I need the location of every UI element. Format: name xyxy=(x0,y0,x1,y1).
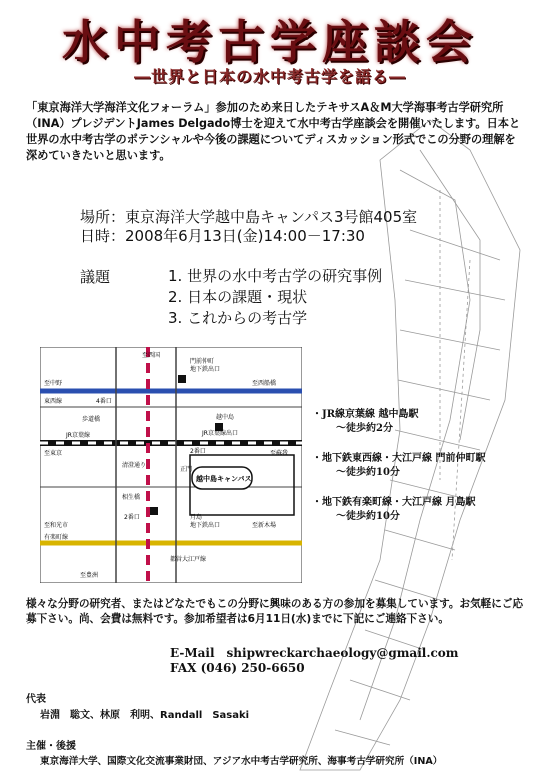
map-label: 至新木場 xyxy=(252,522,277,529)
campus-label: 越中島キャンパス xyxy=(196,475,252,483)
map-label: 相生橋 xyxy=(122,494,141,501)
map-label: 東西線 xyxy=(44,398,63,405)
map-label: 2番口 xyxy=(124,514,140,521)
recruitment-paragraph: 様々な分野の研究者、またはどなたでもこの分野に興味のある方の参加を募集しています。お気軽にご応募下さい。尚、会費は無料です。参加希望者は6月11日(水)までに下記にご連絡下さい。 xyxy=(26,598,524,625)
datetime-text: 日時：2008年6月13日(金)14:00－17:30 xyxy=(80,227,365,245)
map-label: 至西国 xyxy=(142,352,161,359)
organizers-names: 東京海洋大学、国際文化交流事業財団、アジア水中考古学研究所、海事考古学研究所（INA） xyxy=(40,756,443,767)
page-subtitle: ―世界と日本の水中考古学を語る― xyxy=(133,67,406,86)
agenda-label: 議題 xyxy=(80,268,111,286)
map-label: 4番口 xyxy=(96,398,112,405)
map-label: 月島 xyxy=(190,514,203,521)
map-label: 2番口 xyxy=(190,448,206,455)
access-route xyxy=(312,452,532,480)
map-label: 至豊洲 xyxy=(80,572,99,579)
representatives-names: 岩淵 聡文、林原 利明、Randall Sasaki xyxy=(40,710,250,721)
access-line: ・地下鉄有楽町線・大江戸線 月島駅 xyxy=(312,497,476,508)
map-label: 清澄通り xyxy=(122,462,147,469)
contact-fax: FAX (046) 250-6650 xyxy=(170,661,305,675)
access-route xyxy=(312,496,532,524)
map-label: 地下鉄出口 xyxy=(190,366,221,373)
map-label: 至和光市 xyxy=(44,522,69,529)
access-line: ・地下鉄東西線・大江戸線 門前仲町駅 xyxy=(312,453,486,464)
map-label: 至西船橋 xyxy=(252,380,277,387)
access-walk: ～徒歩約2分 xyxy=(336,423,393,434)
map-label: JR京葉線出口 xyxy=(202,430,238,437)
organizers-heading: 主催・後援 xyxy=(26,741,76,752)
agenda-item: 3. これからの考古学 xyxy=(168,309,308,327)
access-map xyxy=(40,347,302,583)
agenda-item: 1. 世界の水中考古学の研究事例 xyxy=(168,267,383,285)
access-walk: ～徒歩約10分 xyxy=(336,511,400,522)
map-label: 門前仲町 xyxy=(190,358,215,365)
page-title: 水中考古学座談会 xyxy=(62,15,478,69)
map-label: 都営大江戸線 xyxy=(170,556,207,563)
access-route xyxy=(312,408,532,436)
representatives-heading: 代表 xyxy=(26,694,46,705)
agenda-item: 2. 日本の課題・現状 xyxy=(168,288,308,306)
agenda-list xyxy=(168,266,382,329)
access-line: ・JR線京葉線 越中島駅 xyxy=(312,409,419,420)
map-label: 至蘇我 xyxy=(270,450,289,457)
map-label: 地下鉄出口 xyxy=(190,522,221,529)
map-label: 有楽町線 xyxy=(44,534,69,541)
map-label: JR京葉線 xyxy=(66,432,90,439)
map-label: 歩道橋 xyxy=(82,416,101,423)
map-label: 至東京 xyxy=(44,450,63,457)
map-label: 越中島 xyxy=(216,414,235,421)
contact-email[interactable]: E-Mail shipwreckarchaeology@gmail.com xyxy=(170,646,459,660)
intro-paragraph: 「東京海洋大学海洋文化フォーラム」参加のため来日したテキサスA＆M大学海事考古学研究所（INA）プレジデントJames Delgado博士を迎えて水中考古学座談会を開催いたします。日本と世界の水中考古学のポテンシャルや今後の課題についてディスカッション形式でこの分野の理解を深めていきたいと思います。 xyxy=(26,101,521,162)
access-walk: ～徒歩約10分 xyxy=(336,467,400,478)
map-label: 至中野 xyxy=(44,380,63,387)
venue-text: 場所：東京海洋大学越中島キャンパス3号館405室 xyxy=(80,208,418,226)
map-label: 正門 xyxy=(180,466,193,473)
